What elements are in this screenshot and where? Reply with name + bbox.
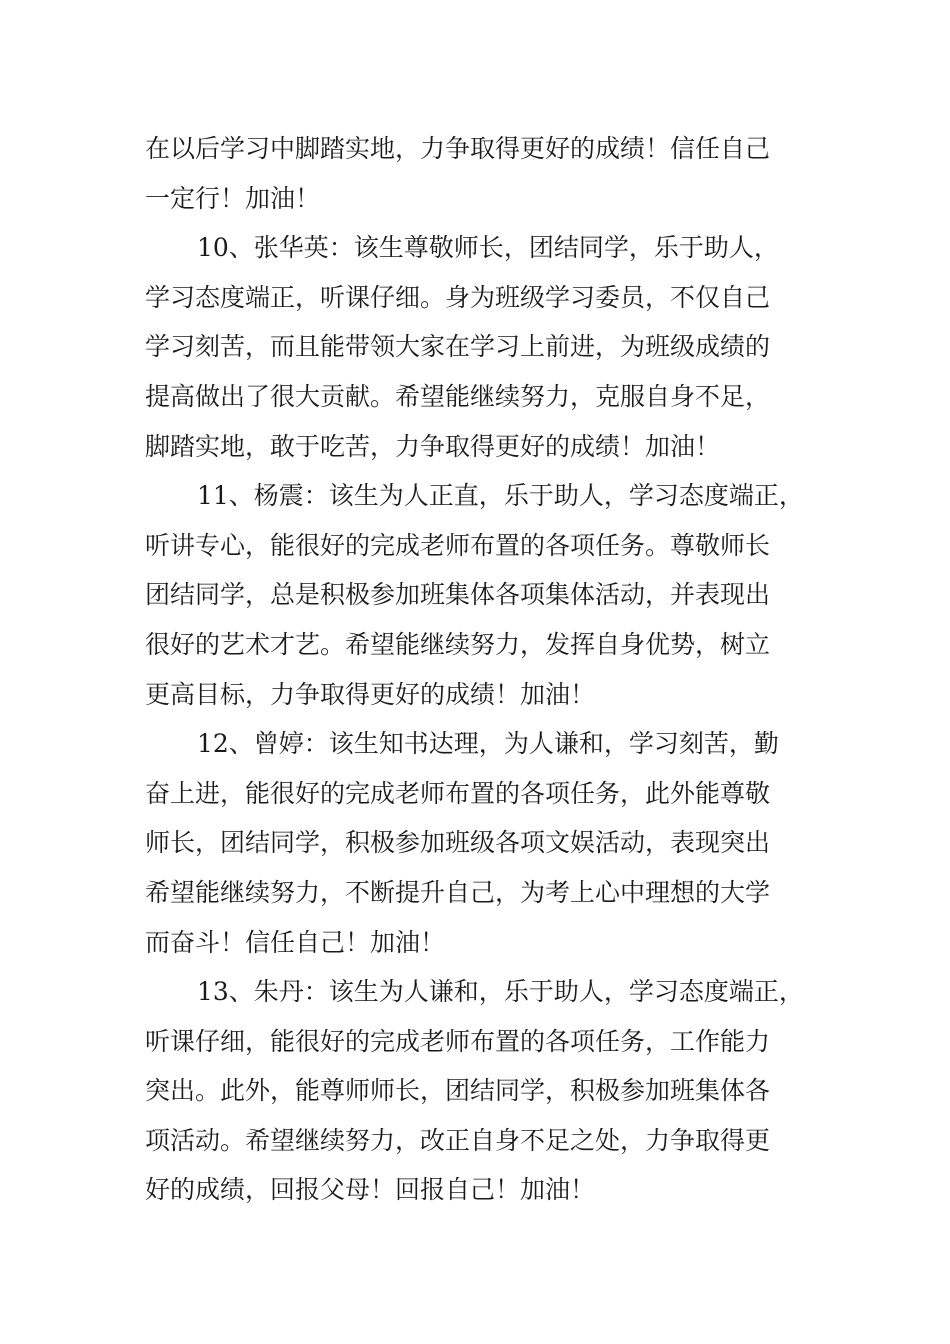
paragraph-start-12: 12、曾婷：该生知书达理，为人谦和，学习刻苦，勤 [197,729,779,759]
text-line: 项活动。希望继续努力，改正自身不足之处，力争取得更 [145,1125,771,1155]
text-line: 学习刻苦，而且能带领大家在学习上前进，为班级成绩的 [145,332,771,362]
text-line: 希望能继续努力，不断提升自己，为考上心中理想的大学 [145,877,771,907]
text-line: 听课仔细，能很好的完成老师布置的各项任务，工作能力 [145,1026,771,1056]
text-line: 而奋斗！信任自己！加油！ [145,927,446,957]
text-line: 奋上进，能很好的完成老师布置的各项任务，此外能尊敬 [145,778,771,808]
text-line: 好的成绩，回报父母！回报自己！加油！ [145,1175,596,1205]
text-line: 师长，团结同学，积极参加班级各项文娱活动，表现突出 [145,828,771,858]
text-line: 很好的艺术才艺。希望能继续努力，发挥自身优势，树立 [145,629,771,659]
text-line: 学习态度端正，听课仔细。身为班级学习委员，不仅自己 [145,282,771,312]
text-line: 在以后学习中脚踏实地，力争取得更好的成绩！信任自己 [145,134,771,163]
text-line: 一定行！加油！ [145,183,321,213]
text-line: 突出。此外，能尊师师长，团结同学，积极参加班集体各 [145,1076,771,1106]
paragraph-start-11: 11、杨震：该生为人正直，乐于助人，学习态度端正， [197,481,804,511]
text-line: 更高目标，力争取得更好的成绩！加油！ [145,679,596,709]
paragraph-start-10: 10、张华英：该生尊敬师长，团结同学，乐于助人， [197,233,779,263]
text-line: 听讲专心，能很好的完成老师布置的各项任务。尊敬师长 [145,530,771,560]
text-line: 团结同学，总是积极参加班集体各项集体活动，并表现出 [145,580,771,610]
text-line: 脚踏实地，敢于吃苦，力争取得更好的成绩！加油！ [145,431,721,461]
text-line: 提高做出了很大贡献。希望能继续努力，克服自身不足， [145,381,771,411]
paragraph-start-13: 13、朱丹：该生为人谦和，乐于助人，学习态度端正， [197,977,804,1007]
document-body [145,124,825,1215]
